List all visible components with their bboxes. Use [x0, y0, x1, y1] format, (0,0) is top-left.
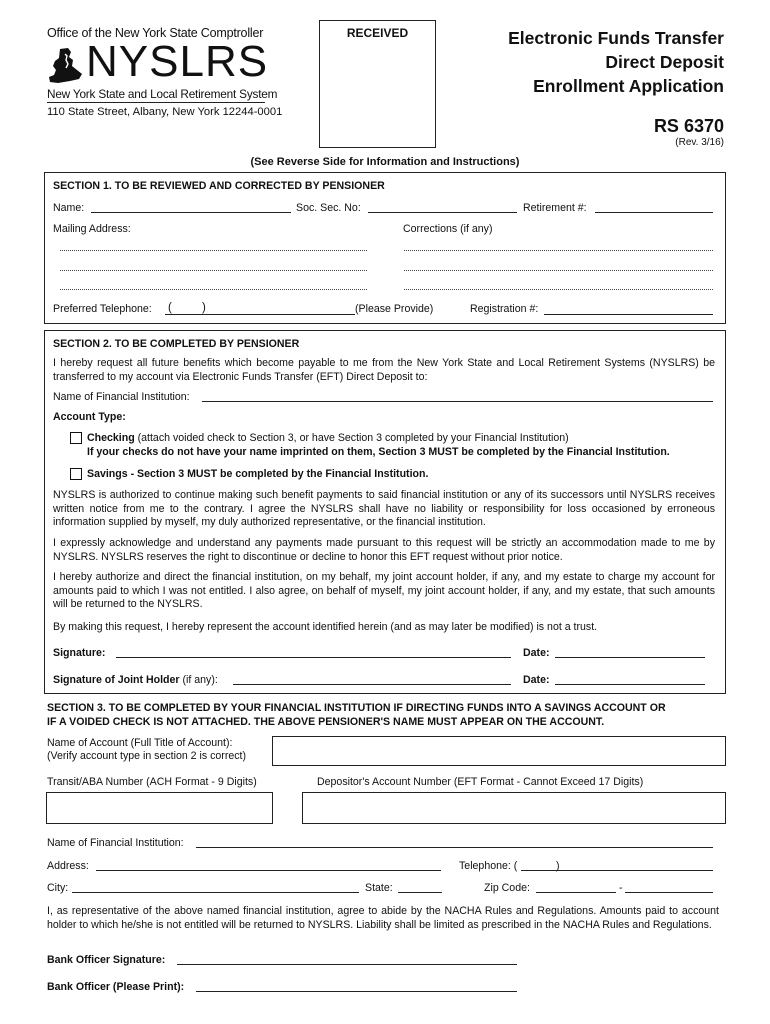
city-field[interactable]: [72, 892, 359, 893]
account-type-label: Account Type:: [53, 411, 126, 423]
please-provide-note: (Please Provide): [355, 303, 434, 315]
mailing-address-line-2[interactable]: [60, 270, 367, 271]
mailing-address-label: Mailing Address:: [53, 223, 131, 235]
name-label: Name:: [53, 202, 85, 214]
form-title-line2: Direct Deposit: [605, 52, 724, 72]
joint-holder-signature-field[interactable]: [233, 684, 511, 685]
zip-code-label: Zip Code:: [484, 882, 530, 894]
zip-code-field[interactable]: [536, 892, 616, 893]
bank-officer-print-label: Bank Officer (Please Print):: [47, 981, 185, 993]
city-label: City:: [47, 882, 69, 894]
name-field[interactable]: [91, 212, 291, 213]
account-name-label: Name of Account (Full Title of Account):: [47, 737, 233, 749]
preferred-telephone-field[interactable]: [165, 314, 355, 315]
checking-option: [87, 432, 569, 444]
joint-holder-label: Signature of Joint Holder: [53, 674, 180, 686]
transit-aba-field[interactable]: [46, 792, 273, 824]
corrections-line-1[interactable]: [404, 250, 713, 251]
address-field[interactable]: [96, 870, 441, 871]
form-title-line3: Enrollment Application: [533, 76, 724, 96]
section-1: [44, 172, 726, 324]
nyslrs-logo: [46, 37, 269, 88]
joint-holder-qualifier: (if any):: [179, 674, 218, 686]
depositor-account-field[interactable]: [302, 792, 726, 824]
charge-back-paragraph: I hereby authorize and direct the financial institution, on my behalf, my joint account holder, if any, and my estate to charge my account for amounts paid to which I was not entitled. I also agree, on behalf of myself, my joint account holder, if any, and my estate, that such amounts will be returned to the NYSLRS.: [53, 571, 715, 610]
signature-field[interactable]: [116, 657, 511, 658]
date-label: Date:: [523, 647, 550, 659]
section-2-heading: SECTION 2. TO BE COMPLETED BY PENSIONER: [53, 338, 300, 350]
authorization-paragraph: NYSLRS is authorized to continue making such benefit payments to said financial institution or any of its successors until NYSLRS receives written notice from me to the contrary. I agree the NYSLRS shall have no liability or responsibility for loss occasioned by erroneous information supplied by myself, my duly authorized representative, or the financial institution.: [53, 489, 715, 528]
received-stamp-box: [319, 20, 436, 148]
bank-officer-signature-field[interactable]: [177, 964, 517, 965]
state-label: State:: [365, 882, 393, 894]
nys-state-map-icon: [46, 46, 86, 86]
zip-dash: -: [619, 882, 623, 894]
checking-checkbox[interactable]: [70, 432, 82, 444]
logo-wordmark: NYSLRS: [86, 37, 269, 86]
checking-instructions: (attach voided check to Section 3, or have Section 3 completed by your Financial Institution): [134, 432, 569, 444]
registration-number-label: Registration #:: [470, 303, 539, 315]
form-title-line1: Electronic Funds Transfer: [508, 28, 724, 48]
date-field[interactable]: [555, 657, 705, 658]
reverse-side-note: (See Reverse Side for Information and Instructions): [250, 156, 520, 168]
request-text: I hereby request all future benefits which become payable to me from the New York State and Local Retirement Systems (NYSLRS) be transferred to my account via Electronic Funds Transfer (EFT) Direct Deposit to:: [53, 357, 715, 383]
zip-plus-four-field[interactable]: [625, 892, 713, 893]
account-name-note: (Verify account type in section 2 is correct): [47, 750, 247, 762]
preferred-telephone-label: Preferred Telephone:: [53, 303, 152, 315]
bank-officer-print-field[interactable]: [196, 991, 517, 992]
savings-checkbox[interactable]: [70, 468, 82, 480]
transit-aba-label: Transit/ABA Number (ACH Format - 9 Digits): [47, 776, 257, 788]
section-1-heading: SECTION 1. TO BE REVIEWED AND CORRECTED BY PENSIONER: [53, 180, 385, 192]
ssn-label: Soc. Sec. No:: [296, 202, 361, 214]
mailing-address: 110 State Street, Albany, New York 12244-0001: [47, 106, 283, 118]
telephone-field[interactable]: [521, 870, 713, 871]
acknowledgement-paragraph: I expressly acknowledge and understand any payments made pursuant to this request will be strictly an accommodation made to me by NYSLRS. NYSLRS reserves the right to discontinue or decline to honor this EFT request without prior notice.: [53, 537, 715, 563]
section-3-heading-line-1: SECTION 3. TO BE COMPLETED BY YOUR FINANCIAL INSTITUTION IF DIRECTING FUNDS INTO A SAVINGS ACCOUNT OR: [47, 702, 666, 714]
telephone-close-paren: ): [556, 860, 560, 872]
financial-institution-field[interactable]: [202, 401, 713, 402]
telephone-label: Telephone: (: [459, 860, 518, 872]
not-a-trust-paragraph: By making this request, I hereby represent the account identified herein (and as may later be modified) is not a trust.: [53, 621, 598, 633]
checking-note: If your checks do not have your name imprinted on them, Section 3 MUST be completed by the Financial Institution.: [87, 446, 670, 458]
section-3-institution-field[interactable]: [196, 847, 713, 848]
mailing-address-line-1[interactable]: [60, 250, 367, 251]
received-label: RECEIVED: [346, 26, 409, 40]
phone-close-paren: ): [202, 302, 206, 314]
depositor-account-label: Depositor's Account Number (EFT Format - Cannot Exceed 17 Digits): [317, 776, 644, 788]
section-3-heading-line-2: IF A VOIDED CHECK IS NOT ATTACHED. THE ABOVE PENSIONER'S NAME MUST APPEAR ON THE ACCOUNT.: [47, 716, 605, 728]
date-2-label: Date:: [523, 674, 550, 686]
state-field[interactable]: [398, 892, 442, 893]
savings-label: Savings - Section 3 MUST be completed by the Financial Institution.: [87, 468, 429, 480]
bank-officer-signature-label: Bank Officer Signature:: [47, 954, 166, 966]
financial-institution-label: Name of Financial Institution:: [53, 391, 190, 403]
retirement-number-label: Retirement #:: [523, 202, 587, 214]
registration-number-field[interactable]: [544, 314, 713, 315]
checking-label: Checking: [87, 432, 135, 444]
section-3-institution-label: Name of Financial Institution:: [47, 837, 184, 849]
system-name: New York State and Local Retirement System: [47, 87, 278, 101]
mailing-address-line-3[interactable]: [60, 289, 367, 290]
joint-holder-signature-label: [53, 674, 218, 686]
corrections-line-2[interactable]: [404, 270, 713, 271]
signature-label: Signature:: [53, 647, 106, 659]
phone-open-paren: (: [168, 302, 172, 314]
account-name-field[interactable]: [272, 736, 726, 766]
ssn-field[interactable]: [368, 212, 517, 213]
nacha-agreement: I, as representative of the above named financial institution, agree to abide by the NACHA Rules and Regulations. Amounts paid to account holder to which he/she is not entitled will be returned to NYSLRS. Liability shall be limited as prescribed in the NACHA Rules and Regulations.: [47, 905, 719, 931]
form-number: RS 6370: [653, 116, 724, 136]
corrections-line-3[interactable]: [404, 289, 713, 290]
form-revision: (Rev. 3/16): [675, 137, 724, 148]
date-2-field[interactable]: [555, 684, 705, 685]
retirement-number-field[interactable]: [595, 212, 713, 213]
office-name: Office of the New York State Comptroller: [47, 26, 264, 40]
address-label: Address:: [47, 860, 89, 872]
corrections-label: Corrections (if any): [403, 223, 493, 235]
